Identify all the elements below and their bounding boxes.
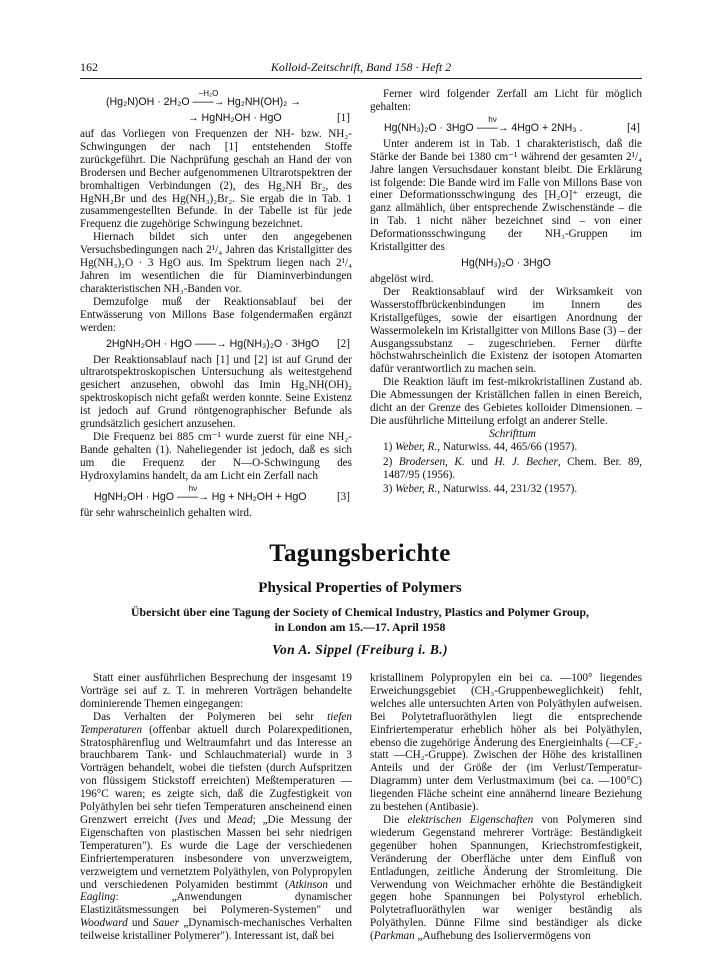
text-run: und [127, 917, 153, 930]
equation-5-body: Hg(NH₃)₂O · 3HgO [461, 256, 551, 269]
author-name: Sauer [152, 917, 180, 930]
emphasis: tiefen Temperaturen [80, 710, 352, 736]
equation-1-arrow: −H₂O ——→ [192, 89, 225, 108]
right-column-bottom [370, 672, 642, 943]
reference-author: Weber, R. [395, 483, 438, 496]
equation-3-arrow-label: hν [188, 483, 198, 493]
equation-4-number: [4] [626, 121, 640, 134]
emphasis: elektrischen Eigenschaften [407, 813, 534, 826]
page-header [80, 60, 642, 76]
equation-1-product: Hg₂NH(OH)₂ → [227, 96, 301, 108]
journal-title: Kolloid-Zeitschrift, Band 158 · Heft 2 [270, 60, 452, 74]
conference-line-2: in London am 15.—17. April 1958 [274, 620, 446, 634]
left-column-bottom [80, 672, 352, 943]
reference-source: , Naturwiss. 44, 465/66 (1957). [437, 440, 578, 453]
paragraph: Statt einer ausführlichen Besprechung der insgesamt 19 Vorträge sei auf z. T. in mehreren Vorträgen behandelte dominierende Themen eingegangen: [80, 672, 352, 710]
text-run: ; „Die Messung der Eigenschaften von plastischen Massen bei sehr niedrigen Temperaturen"). Es wurde die Lage der verschiedenen Einfriertemperaturen insbesondere von unverzweigtem, verzweigtem und vernetztem Polyäthylen, von Polypropylen und verschiedenen Polyamiden bestimmt ( [80, 813, 353, 891]
equation-1 [80, 89, 352, 109]
reference-author: Weber, R. [395, 440, 438, 453]
reference-author: H. J. Becher [494, 455, 558, 468]
equation-4-product: 4HgO + 2NH₃ . [511, 121, 583, 134]
paragraph: Die Frequenz bei 885 cm⁻¹ wurde zuerst für eine NH₂-Bande gehalten (1). Naheliegender ist jedoch, daß es sich um die Frequenz der N—O-Schwingung des Hydroxylamins handelt, da am Licht ein Zerfall nach [80, 430, 352, 482]
left-column-top [80, 88, 352, 519]
paragraph: Demzufolge muß der Reaktionsablauf bei der Entwässerung von Millons Base folgendermaßen ergänzt werden: [80, 295, 352, 334]
reference-source: , Chem. Ber. 89, 1487/95 (1956). [383, 455, 643, 481]
page-number: 162 [80, 60, 98, 74]
equation-1-reactant: (Hg₂N)OH · 2H₂O [106, 96, 190, 108]
equation-3-reactant: HgNH₂OH · HgO [94, 490, 175, 503]
reference-conjunction: und [464, 455, 495, 468]
paragraph: Ferner wird folgender Zerfall am Licht für möglich gehalten: [370, 88, 642, 113]
references-heading: Schrifttum [489, 427, 536, 440]
equation-4-arrow: hν ——→ [476, 114, 509, 134]
text-run: : „Anwendungen dynamischer Elastizitätsmessungen bei Polymeren-Systemen" und [80, 891, 352, 917]
report-title: Physical Properties of Polymers [258, 580, 462, 596]
paragraph: auf das Vorliegen von Frequenzen der NH- bzw. NH₂-Schwingungen der nach [1] entstehenden Stoffe zurückgeführt. Die Nachprüfung geschah an Hand der von Brodersen und Becher aufgenommenen Ultrarotspektren der bromhaltigen Verbindungen (2), des Hg₂NH Br₂, des HgNH₂Br und des Hg(NH₃)₂Br₂. Sie ergab die in Tab. 1 zusammengestellten Befunde. In der Tabelle ist für jede Frequenz die zugehörige Schwingung bezeichnet. [80, 128, 352, 231]
paragraph: kristallinem Polypropylen ein bei ca. —100° liegendes Erweichungsgebiet (CH₃-Gruppenbeweglichkeit) fehlt, welches alle untersuchten Arten von Polyäthylen aufweisen. Bei Polytetrafluoräthylen liegt die entsprechende Einfriertemperatur erheblich höher als bei Polyäthylen, ebenso die zugehörige Änderung des Energieinhalts (—CF₂- statt —CH₂-Gruppe). Zwischen der Höhe des kristallinen Anteils und der Größe der (im Verlust/Temperatur-Diagramm) unter dem Verlustmaximum (bei ca. —100°C) liegenden Fläche scheint eine annähernd lineare Beziehung zu bestehen (Antibasie). [370, 672, 642, 814]
equation-3-arrow: hν ——→ [177, 483, 209, 503]
equation-2 [80, 338, 352, 351]
author-name: Eagling [80, 891, 116, 904]
equation-4-reactant: Hg(NH₃)₂O · 3HgO [384, 121, 474, 134]
equation-1-number: [1] [336, 112, 350, 124]
equation-4 [370, 114, 642, 135]
paragraph: abgelöst wird. [370, 272, 434, 285]
text-run: (offenbar aktuell durch Polarexpeditionen, Stratosphärenflug und Weltraumfahrt und das Interesse an brauchbarem Tank- und Schlauchmaterial) wurde in 3 Vorträgen behandelt, wobei die tiefsten (durch Aufspritzen von flüssigem Stickstoff erreichten) Meßtemperaturen —196°C waren; es zeigte sich, daß die Zugfestigkeit von Polyäthylen bei sehr tiefen Temperaturen anscheinend einen Grenzwert erreicht ( [80, 723, 352, 826]
equation-3 [80, 483, 352, 504]
author-name: Parkman [373, 930, 415, 943]
paragraph: für sehr wahrscheinlich gehalten wird. [80, 506, 252, 519]
text-run: und [327, 878, 352, 891]
reference-item [370, 441, 642, 454]
conference-line-1: Übersicht über eine Tagung der Society of Chemical Industry, Plastics and Polymer Group, [131, 605, 589, 619]
paragraph [80, 711, 352, 943]
text-run: von Polymeren sind wiederum Gegenstand mehrerer Vorträge: Beständigkeit gegenüber hohen Spannungen, Kriechstromfestigkeit, Veränderung der Oberfläche unter dem Einfluß von Entladungen, zeitliche Änderung der Stromleitung. Die Verwendung von Weichmacher erhöhte die Beständigkeit gegen hohe Spannungen bei Polystyrol erheblich. Polytetrafluoräthylen war weniger beständig als Polyäthylen. Dünne Filme sind beständiger als dicke ( [370, 813, 642, 943]
equation-2-body: 2HgNH₂OH · HgO ——→ Hg(NH₃)₂O · 3HgO [106, 337, 320, 350]
equation-4-arrow-label: hν [488, 114, 497, 124]
paragraph: Die Reaktion läuft im fest-mikrokristallinen Zustand ab. Die Abmessungen der Kriställchen fallen in einen Bereich, dicht an der Grenze des Gebietes kolloider Dimensionen. – Die ausführliche Mitteilung erfolgt an anderer Stelle. [370, 376, 642, 427]
text-run: und [196, 813, 228, 826]
reference-number: 3) [383, 483, 396, 496]
equation-3-number: [3] [336, 490, 350, 503]
right-column-top [370, 88, 642, 498]
text-run: „Dynamisch-mechanisches Verhalten teilweise kristalliner Polymerer"). Interessant ist, daß bei [80, 917, 352, 943]
equation-1-final-product: → HgNH₂OH · HgO [188, 112, 282, 124]
author-name: Woodward [80, 917, 128, 930]
paragraph: Hiernach bildet sich unter den angegebenen Versuchsbedingungen nach 2¹/₄ Jahren das Kristallgitter des Hg(NH₃)₂O · 3 HgO aus. Im Spektrum liegen nach 2¹/₄ Jahren im wesentlichen die für Diaminverbindungen charakteristischen NH₃-Banden vor. [80, 231, 352, 295]
equation-1-arrow-label: −H₂O [198, 89, 219, 98]
paragraph: Der Reaktionsablauf nach [1] und [2] ist auf Grund der ultrarotspektroskopischen Untersuchung als weitestgehend gesichert anzusehen, obwohl das Imin Hg₂NH(OH)₂ spektroskopisch nicht gefaßt werden konnte. Seine Existenz ist jedoch auf Grund röntgenographischer Befunde als grundsätzlich gesichert anzusehen. [80, 353, 352, 431]
paragraph: Unter anderem ist in Tab. 1 charakteristisch, daß die Stärke der Bande bei 1380 cm⁻¹ während der gesamten 2¹/₄ Jahre langen Versuchsdauer konstant bleibt. Die Erklärung ist folgende: Die Bande wird im Falle von Millons Base von einer Deformationsschwingung des [H₂O]⁺ erzeugt, die ganz allmählich, über entsprechende Zwischenstände – die in Tab. 1 nicht näher bezeichnet sind – von einer Deformationsschwingung der NH₃-Gruppen im Kristallgitter des [370, 137, 642, 254]
reference-item [370, 456, 642, 482]
section-title: Tagungsberichte [269, 540, 451, 567]
author-name: Ives [178, 813, 197, 826]
text-run: „Aufhebung des Isoliervermögens von [414, 930, 591, 943]
author-name: Atkinson [288, 878, 328, 891]
reference-source: , Naturwiss. 44, 231/32 (1957). [437, 483, 578, 496]
author-name: Mead [227, 813, 253, 826]
equation-1-line-2 [80, 112, 352, 125]
equation-3-product: Hg + NH₂OH + HgO [211, 490, 307, 503]
report-author: Von A. Sippel (Freiburg i. B.) [272, 642, 448, 657]
conference-description [110, 605, 610, 635]
paragraph: Der Reaktionsablauf wird der Wirksamkeit von Wasserstoffbrückenbindungen im Innern des Kristallgefüges, sowie der eisartigen Anordnung der Wassermolekeln im Kristallgitter von Millons Base (3) – der Ausgangssubstanz – zugeschrieben. Ferner dürfte höchstwahrscheinlich die Existenz der isotopen Atomarten dafür verantwortlich zu machen sein. [370, 285, 642, 376]
equation-5 [370, 257, 642, 270]
reference-item [370, 483, 642, 496]
text-run: Die [383, 813, 408, 826]
reference-number: 2) [383, 455, 399, 468]
reference-author: Brodersen, K. [398, 455, 465, 468]
paragraph [370, 814, 642, 943]
equation-2-number: [2] [336, 337, 350, 350]
header-rule [80, 78, 642, 79]
reference-number: 1) [383, 440, 396, 453]
text-run: Das Verhalten der Polymeren bei sehr [93, 710, 328, 723]
